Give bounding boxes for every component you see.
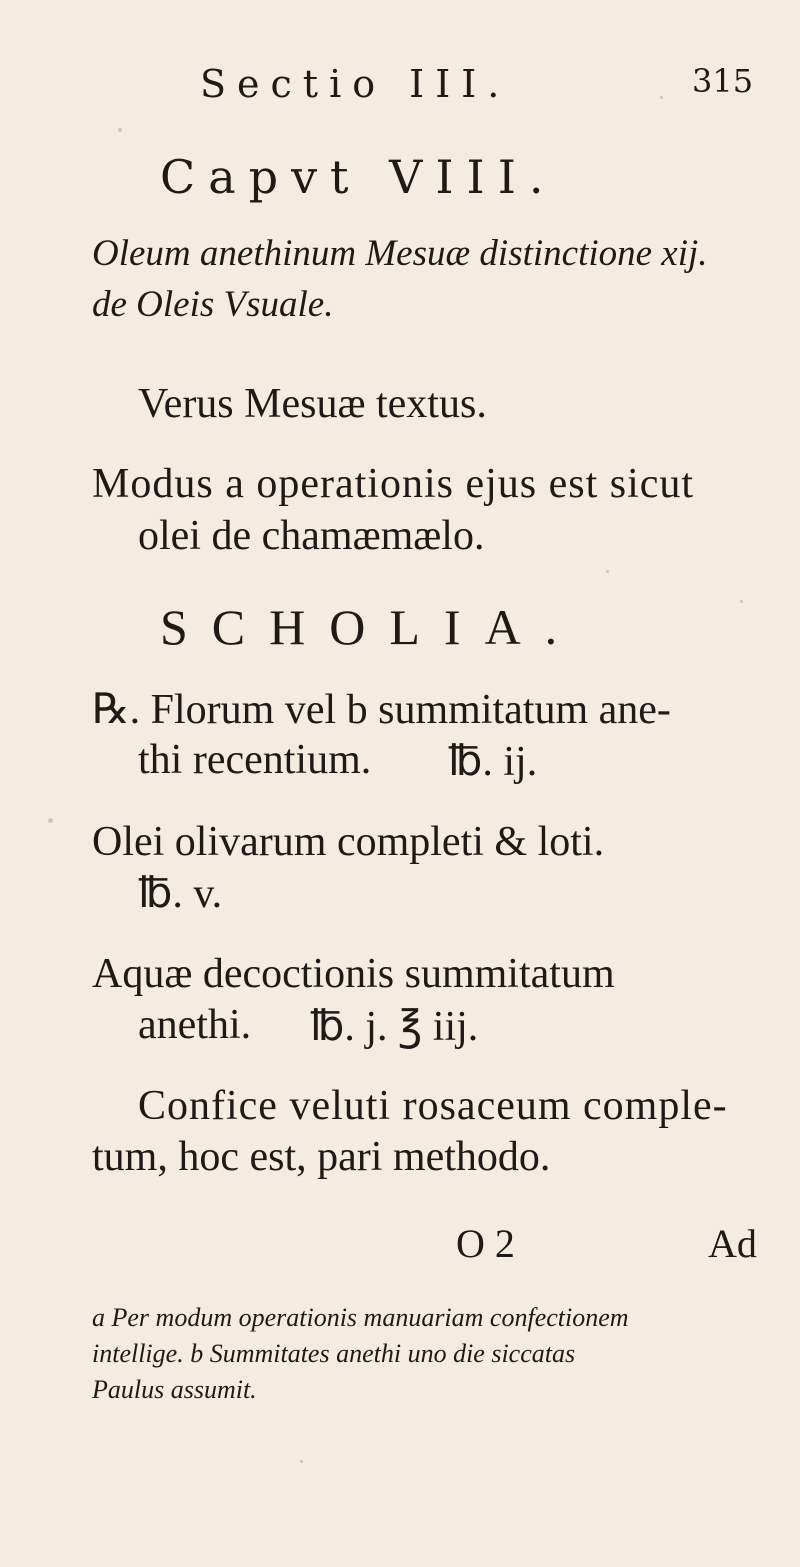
recipe-aquae-line-2: anethi. [138,1002,252,1048]
running-head: Sectio III. [200,62,511,106]
paper-speck [48,818,53,823]
recipe-olei-line: Olei olivarum completi & loti. [92,819,605,865]
footnote-line-2: intellige. b Summitates anethi uno die siccatas [92,1339,576,1368]
confice-line-2: tum, hoc est, pari methodo. [92,1134,551,1180]
paper-speck [740,600,743,603]
paper-speck [300,1460,303,1463]
signature-mark: O 2 [456,1221,515,1266]
recipe-florum-quantity: ℔. ij. [448,739,538,785]
recipe-florum-line-1: ℞. Florum vel b summitatum ane- [92,687,671,733]
recipe-florum-line-2: thi recentium. [138,737,372,783]
modus-line-1: Modus a operationis ejus est sicut [92,461,695,507]
confice-line-1: Confice veluti rosaceum comple- [138,1083,728,1129]
recipe-aquae-line-1: Aquæ decoctionis summitatum [92,951,615,997]
paper-speck [118,128,122,132]
section-heading-line-1: Oleum anethinum Mesuæ distinctione xij. [92,233,708,274]
paper-speck [660,96,663,99]
catchword: Ad [708,1221,757,1266]
footnotes [92,1300,752,1408]
modus-line-2: olei de chamæmælo. [138,513,485,559]
recipe-olei-quantity: ℔. v. [138,871,223,917]
footnote-line-3: Paulus assumit. [92,1375,257,1404]
scholia-heading: SCHOLIA. [160,599,582,655]
chapter-title: Capvt VIII. [160,150,557,204]
recipe-aquae-quantity: ℔. j. ℥ iij. [310,1004,479,1050]
page-number: 315 [692,62,754,100]
paper-speck [606,570,609,573]
section-heading-line-2: de Oleis Vsuale. [92,284,334,325]
verus-textus-line: Verus Mesuæ textus. [138,381,487,427]
footnote-line-1: a Per modum operationis manuariam confectionem [92,1303,629,1332]
